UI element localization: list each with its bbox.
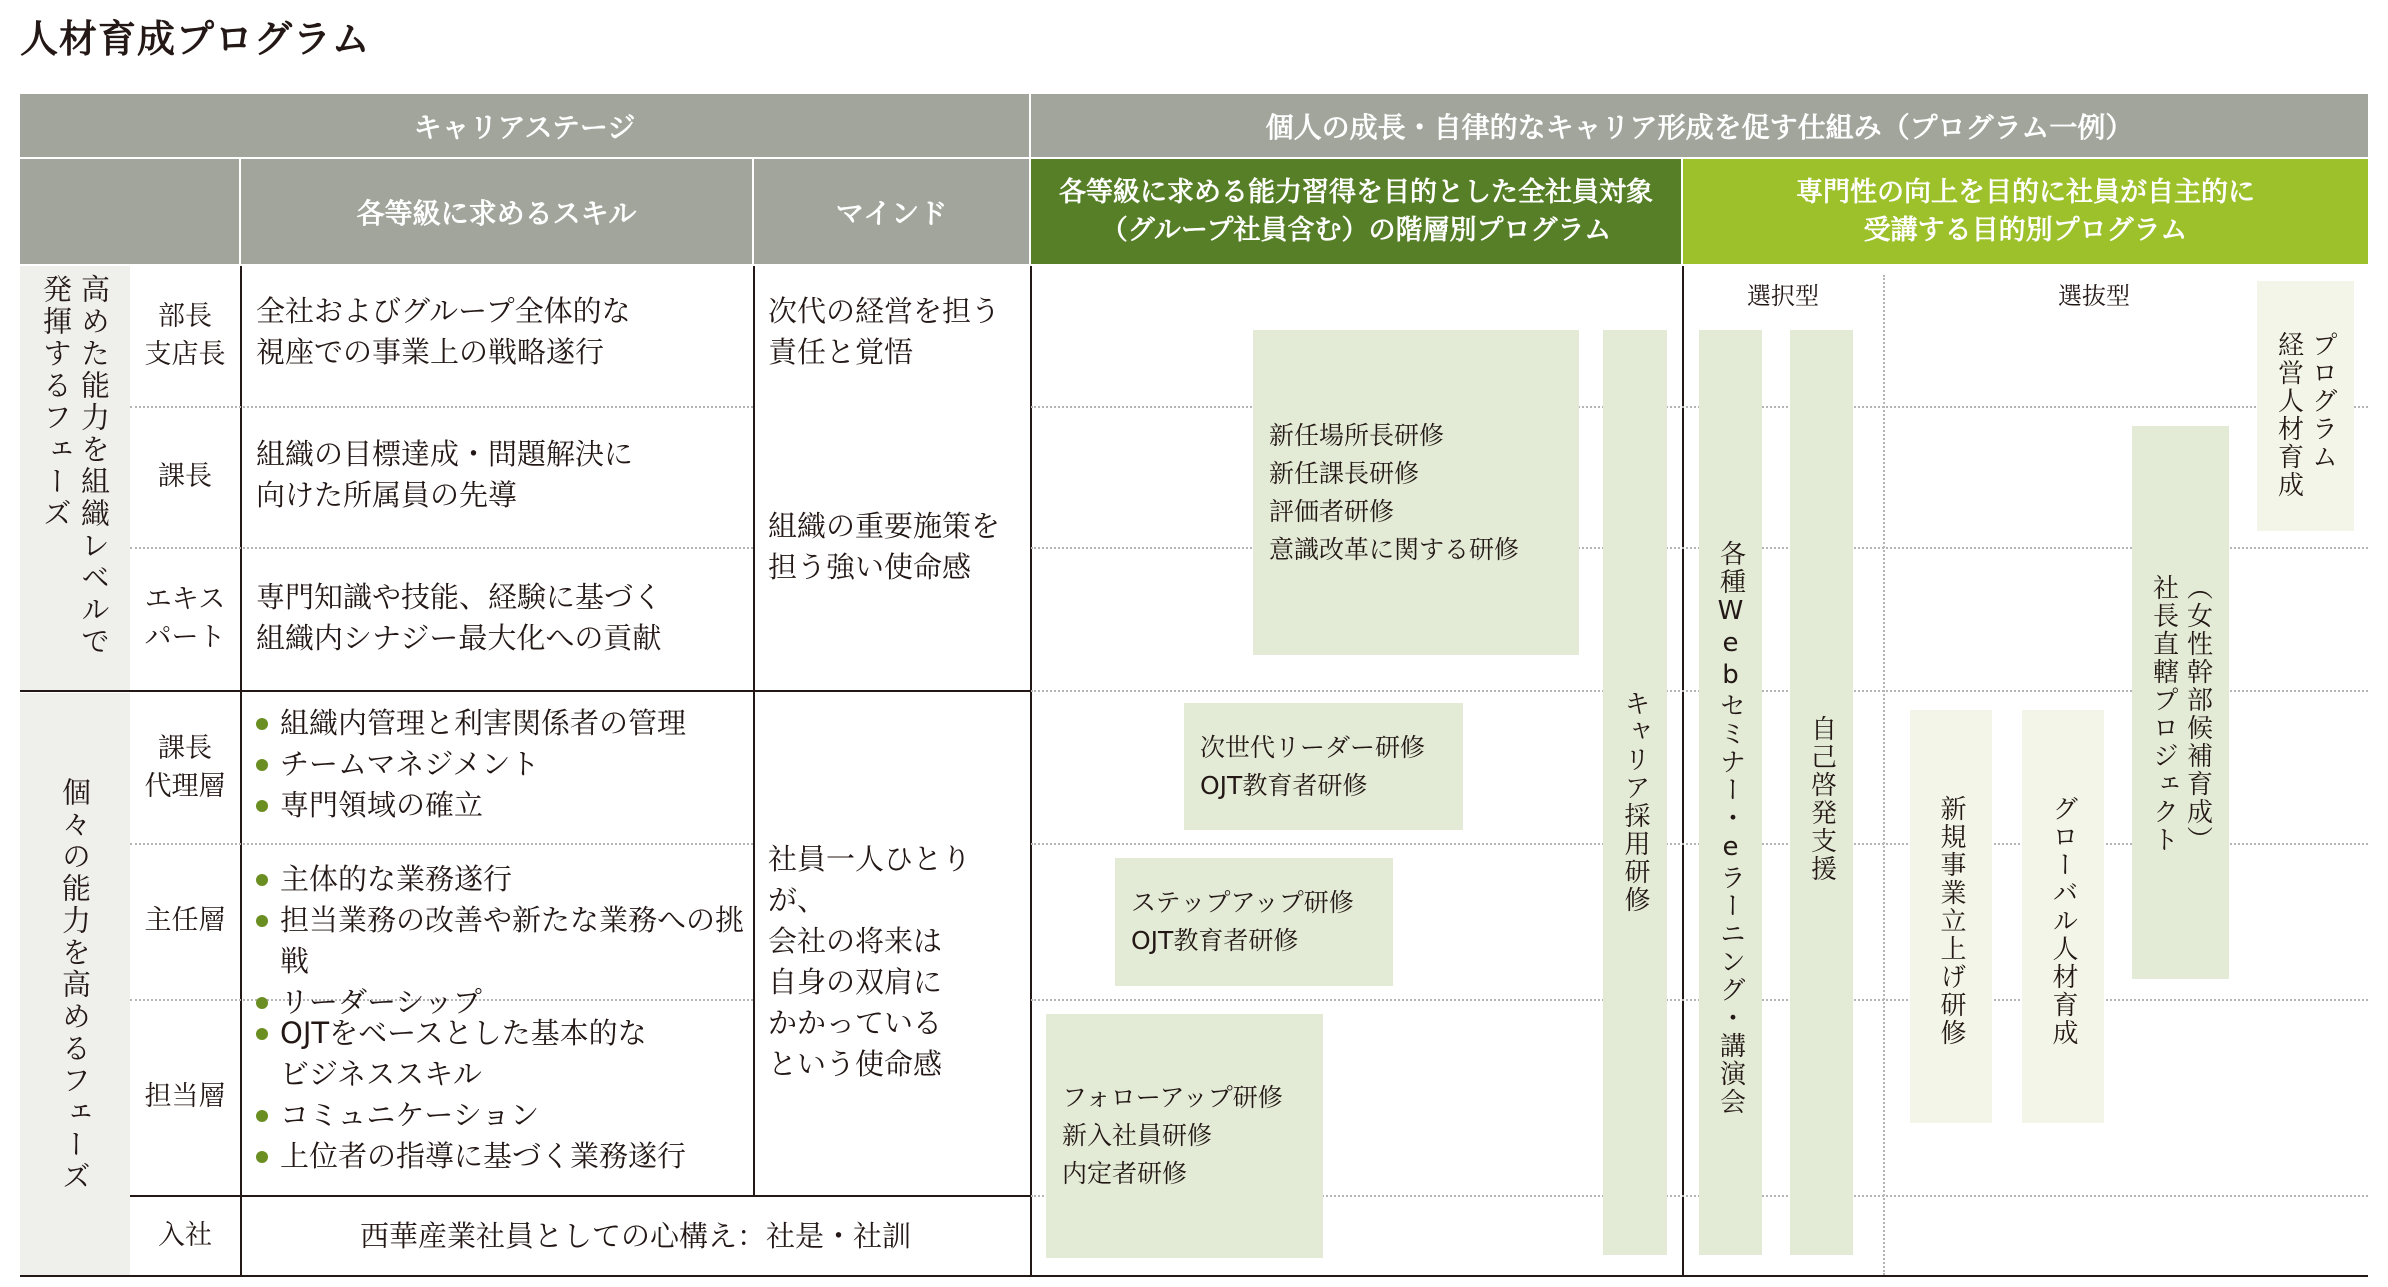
skill-nyusha: 西華産業社員としての心構え：社是・社訓 (359, 1218, 911, 1253)
program-executive-line1: 経営人材育成 (2273, 331, 2304, 499)
header-mind: マインド (754, 159, 1029, 264)
divider (1030, 266, 1032, 1276)
program-executive-bar (2257, 281, 2354, 531)
phase-upper (20, 266, 130, 691)
header-purpose-programs (1683, 159, 2368, 264)
program-president-line2: （女性幹部候補育成） (2182, 574, 2213, 854)
bottom-border (20, 1275, 2368, 1277)
program-followup-box (1046, 1014, 1323, 1258)
rank-nyusha: 入社 (158, 1220, 212, 1251)
mind-kacho (768, 506, 1026, 588)
type-selective: 選抜型 (2058, 282, 2130, 310)
skill-tanto-1a: OJTをベースとした基本的な (280, 1016, 647, 1050)
header-purpose-line1: 専門性の向上を目的に社員が自主的に (1796, 176, 2255, 208)
skill-bucho (256, 291, 746, 373)
program-next-leader-box (1184, 703, 1463, 830)
rank-expert-line1: エキス (144, 583, 226, 615)
program-item: 新任課長研修 (1269, 458, 1420, 488)
skill-tanto-item (254, 1013, 749, 1095)
header-hierarchical-line1: 各等級に求める能力習得を目的とした全社員対象 (1059, 176, 1653, 208)
program-item: 次世代リーダー研修 (1200, 732, 1426, 762)
mind-bucho-line2: 責任と覚悟 (768, 335, 914, 369)
program-item: 意識改革に関する研修 (1269, 534, 1520, 564)
rank-expert-line2: パート (144, 621, 226, 653)
program-web-seminar-bar (1699, 330, 1762, 1255)
mind-bucho (768, 291, 1026, 373)
type-elective: 選択型 (1747, 282, 1819, 310)
program-new-business-bar (1910, 710, 1992, 1123)
mind-bucho-line1: 次代の経営を担う (768, 294, 1001, 328)
skill-tanto (254, 1013, 749, 1177)
divider (1682, 266, 1684, 1276)
phase-lower-label: 個々の能力を高めるフェーズ (58, 776, 92, 1193)
skill-kacho-dairi (254, 703, 749, 826)
program-item: 評価者研修 (1269, 496, 1395, 526)
page-title: 人材育成プログラム (20, 17, 371, 61)
phase-upper-label: 高めた能力を組織レベルで発揮するフェーズ (39, 273, 111, 658)
header-blank (20, 159, 239, 264)
rank-bucho-line1: 部長 (158, 301, 212, 332)
skill-expert-line1: 専門知識や技能、経験に基づく (256, 580, 663, 614)
mind-lower-line: という使命感 (768, 1047, 943, 1081)
program-president-bar (2132, 426, 2229, 979)
mind-lower-line: 自身の双肩に (768, 965, 943, 999)
skill-kacho (256, 434, 746, 516)
rank-bucho (130, 266, 240, 406)
program-web-seminar-label: 各種Webセミナー・eラーニング・講演会 (1715, 540, 1746, 1116)
rank-kacho: 課長 (158, 460, 212, 492)
rank-kacho-dairi-line1: 課長 (158, 732, 212, 764)
skill-expert-line2: 組織内シナジー最大化への貢献 (256, 621, 662, 655)
header-hierarchical-line2: （グループ社員含む）の階層別プログラム (1100, 214, 1612, 246)
program-item: 内定者研修 (1062, 1159, 1188, 1188)
program-global-label: グローバル人材育成 (2048, 795, 2078, 1047)
program-item: フォローアップ研修 (1062, 1083, 1283, 1112)
skill-bucho-line1: 全社およびグループ全体的な (256, 294, 631, 328)
skill-kacho-dairi-item: 専門領域の確立 (254, 785, 749, 826)
skill-tanto-item: コミュニケーション (254, 1095, 749, 1136)
mind-kacho-line1: 組織の重要施策を (768, 509, 1001, 543)
header-skills: 各等級に求めるスキル (241, 159, 752, 264)
skill-kacho-dairi-item: 組織内管理と利害関係者の管理 (254, 703, 749, 744)
mind-lower-line: かかっている (768, 1006, 943, 1040)
program-manager-box (1253, 330, 1579, 655)
mind-lower-line: 社員一人ひとりが、 (768, 842, 972, 917)
rank-tanto: 担当層 (144, 1081, 226, 1112)
program-item: OJT教育者研修 (1131, 926, 1299, 955)
mind-lower-line: 会社の将来は (768, 924, 943, 958)
skill-kacho-dairi-item: チームマネジメント (254, 744, 749, 785)
rank-shunin: 主任層 (144, 905, 226, 936)
skill-kacho-line2: 向けた所属員の先導 (256, 478, 518, 512)
mind-kacho-line2: 担う強い使命感 (768, 550, 972, 584)
program-career-hiring-bar (1603, 330, 1667, 1255)
rank-expert (130, 547, 240, 690)
skill-tanto-1b: ビジネススキル (280, 1057, 482, 1091)
dotted-divider (1883, 275, 1885, 1275)
phase-lower (20, 693, 130, 1276)
skill-expert (256, 577, 746, 659)
skill-shunin (254, 859, 749, 1023)
program-global-bar (2022, 710, 2104, 1123)
skill-kacho-line1: 組織の目標達成・問題解決に (256, 437, 634, 471)
program-career-hiring-label: キャリア採用研修 (1620, 690, 1650, 914)
program-item: ステップアップ研修 (1131, 888, 1354, 917)
program-item: OJT教育者研修 (1200, 770, 1368, 800)
divider (753, 266, 755, 1196)
program-item: 新入社員研修 (1062, 1121, 1213, 1150)
skill-bucho-line2: 視座での事業上の戦略遂行 (256, 335, 605, 369)
program-new-business-label: 新規事業立上げ研修 (1936, 795, 1966, 1047)
program-stepup-box (1115, 858, 1393, 986)
skill-shunin-item: 担当業務の改善や新たな業務への挑戦 (254, 900, 749, 982)
header-purpose-line2: 受講する目的別プログラム (1863, 214, 2188, 246)
divider (240, 266, 242, 1276)
rank-bucho-line2: 支店長 (144, 339, 226, 370)
rank-kacho-dairi (130, 692, 240, 843)
program-self-dev-label: 自己啓発支援 (1806, 715, 1837, 883)
header-mechanism: 個人の成長・自律的なキャリア形成を促す仕組み（プログラム一例） (1031, 94, 2368, 157)
program-executive-line2: プログラム (2307, 331, 2338, 471)
rank-kacho-dairi-line2: 代理層 (144, 770, 226, 802)
program-president-line1: 社長直轄プロジェクト (2148, 574, 2179, 854)
header-career-stage: キャリアステージ (20, 94, 1029, 157)
skill-shunin-item: リーダーシップ (254, 982, 749, 1023)
mind-lower (768, 839, 1026, 1085)
header-hierarchical-programs (1031, 159, 1681, 264)
program-self-dev-bar (1790, 330, 1853, 1255)
program-item: 新任場所長研修 (1269, 420, 1445, 450)
skill-tanto-item: 上位者の指導に基づく業務遂行 (254, 1136, 749, 1177)
skill-shunin-item: 主体的な業務遂行 (254, 859, 749, 900)
